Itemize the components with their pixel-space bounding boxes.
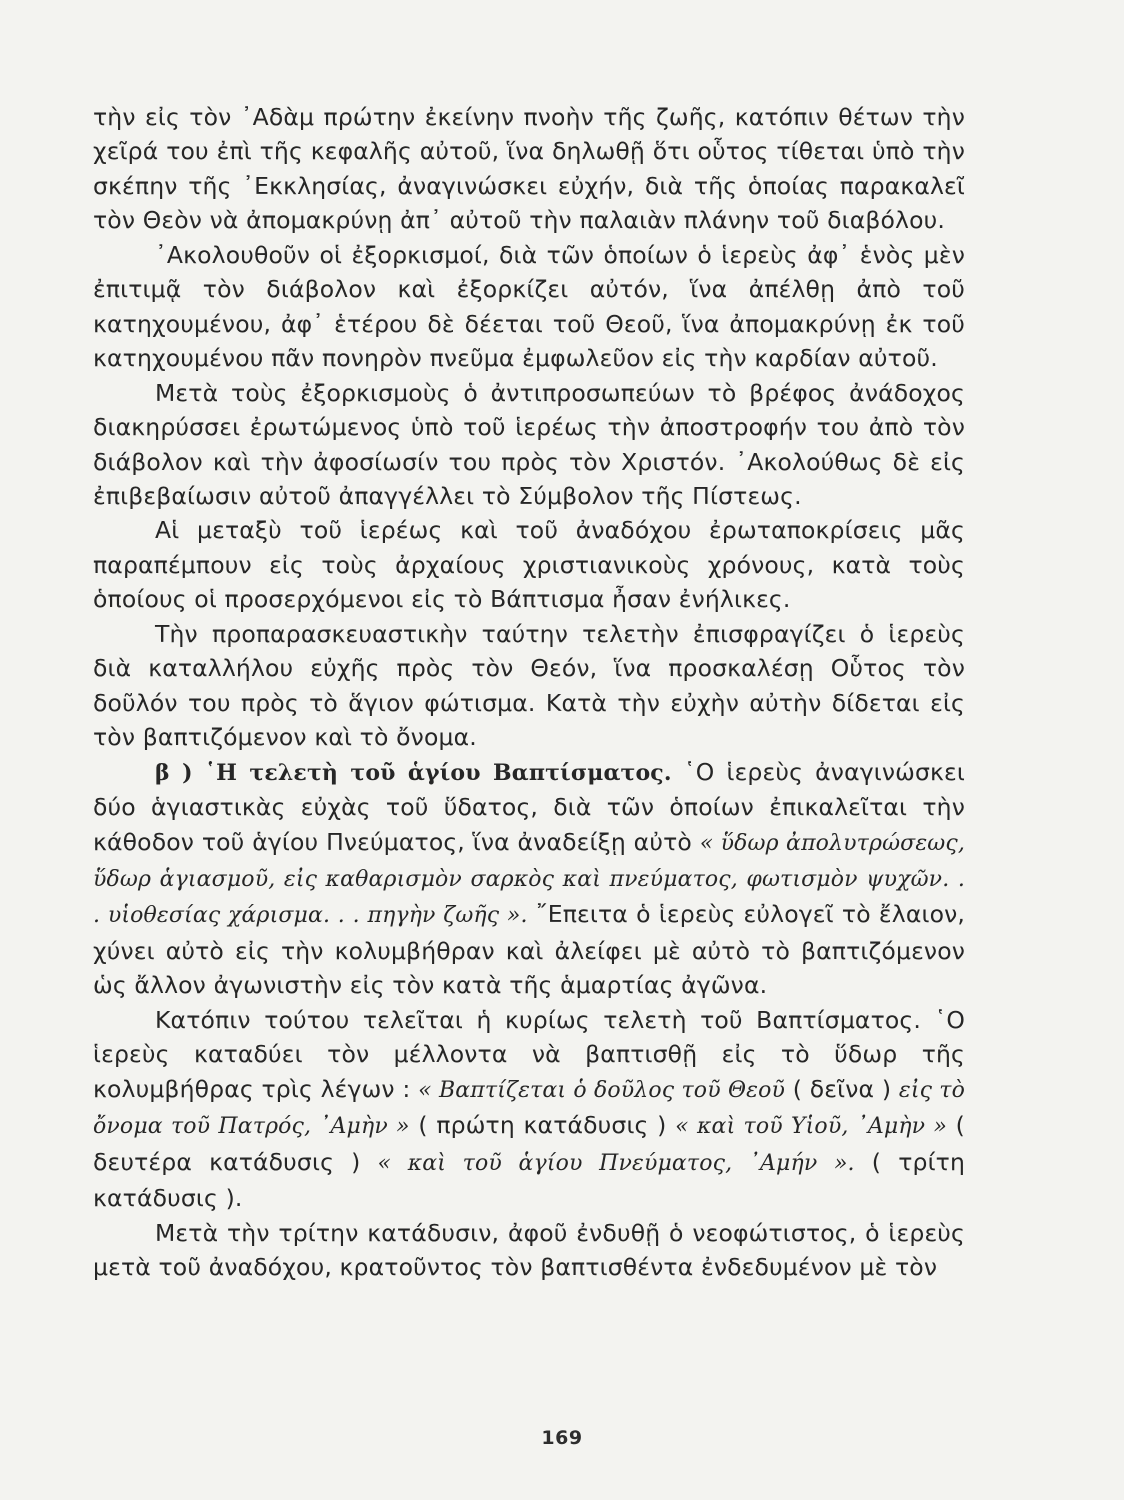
paragraph-7-text-c: ( πρώτη κατάδυσις ) bbox=[409, 1111, 676, 1140]
paragraph-7-text-b: ( δεῖνα ) bbox=[785, 1074, 899, 1103]
page-number: 169 bbox=[541, 1427, 583, 1449]
paragraph-6-quote: « ὕδωρ ἀπολυτρώσεως, ὕδωρ ἁγιασμοῦ, εἰς καθαρισμὸν σαρκὸς καὶ πνεύματος, φωτισμὸν ψυχῶν. . . υἱοθεσίας χάρισμα. . . πηγὴν ζωῆς ». bbox=[93, 830, 966, 929]
paragraph-4: Αἱ μεταξὺ τοῦ ἱερέως καὶ τοῦ ἀναδόχου ἐρωταποκρίσεις μᾶς παραπέμπουν εἰς τοὺς ἀρχαίους χριστιανικοὺς χρόνους, κατὰ τοὺς ὁποίους οἱ προσερχόμενοι εἰς τὸ Βάπτισμα ἦσαν ἐνήλικες. bbox=[93, 516, 965, 614]
paragraph-7-quote-3: « καὶ τοῦ Υἱοῦ, ᾿Αμὴν » bbox=[675, 1114, 947, 1140]
paragraph-6-text-b: ῎Επειτα ὁ ἱερεὺς εὐλογεῖ τὸ ἔλαιον, χύνει αὐτὸ εἰς τὴν κολυμβήθραν καὶ ἀλείφει μὲ αὐτὸ τὸ βαπτιζόμενον ὡς ἄλλον ἀγωνιστὴν εἰς τὸν κατὰ τῆς ἁμαρτίας ἀγῶνα. bbox=[93, 900, 965, 1000]
paragraph-8: Μετὰ τὴν τρίτην κατάδυσιν, ἀφοῦ ἐνδυθῇ ὁ νεοφώτιστος, ὁ ἱερεὺς μετὰ τοῦ ἀναδόχου, κρατοῦντος τὸν βαπτισθέντα ἐνδεδυμένον μὲ τὸν bbox=[93, 1218, 965, 1281]
page-body-text bbox=[93, 100, 965, 1284]
paragraph-7-quote-4: « καὶ τοῦ ἁγίου Πνεύματος, ᾿Αμήν ». bbox=[377, 1150, 855, 1176]
paragraph-6-text-a: ῾Ο ἱερεὺς ἀναγινώσκει δύο ἁγιαστικὰς εὐχὰς τοῦ ὕδατος, διὰ τῶν ὁποίων ἐπικαλεῖται τὴν κάθοδον τοῦ ἁγίου Πνεύματος, ἵνα ἀναδείξῃ αὐτὸ bbox=[93, 757, 965, 856]
paragraph-7 bbox=[93, 1003, 965, 1216]
paragraph-7-text-a: Κατόπιν τούτου τελεῖται ἡ κυρίως τελετὴ τοῦ Βαπτίσματος. ῾Ο ἱερεὺς καταδύει τὸν μέλλοντα νὰ βαπτισθῇ εἰς τὸ ὕδωρ τῆς κολυμβήθρας τρὶς λέγων : bbox=[93, 1005, 965, 1103]
paragraph-7-text-d: ( δευτέρα κατάδυσις ) bbox=[93, 1111, 965, 1176]
paragraph-3: Μετὰ τοὺς ἐξορκισμοὺς ὁ ἀντιπροσωπεύων τὸ βρέφος ἀνάδοχος διακηρύσσει ἐρωτώμενος ὑπὸ τοῦ ἱερέως τὴν ἀποστροφήν του ἀπὸ τὸν διάβολον καὶ τὴν ἀφοσίωσίν του πρὸς τὸν Χριστόν. ᾿Ακολούθως δὲ εἰς ἐπιβεβαίωσιν αὐτοῦ ἀπαγγέλλει τὸ Σύμβολον τῆς Πίστεως. bbox=[93, 378, 965, 510]
paragraph-1: τὴν εἰς τὸν ᾿Αδὰμ πρώτην ἐκείνην πνοὴν τῆς ζωῆς, κατόπιν θέτων τὴν χεῖρά του ἐπὶ τῆς κεφαλῆς αὐτοῦ, ἵνα δηλωθῇ ὅτι οὗτος τίθεται ὑπὸ τὴν σκέπην τῆς ᾿Εκκλησίας, ἀναγινώσκει εὐχήν, διὰ τῆς ὁποίας παρακαλεῖ τὸν Θεὸν νὰ ἀπομακρύνῃ ἀπ᾿ αὐτοῦ τὴν παλαιὰν πλάνην τοῦ διαβόλου. bbox=[93, 103, 965, 235]
paragraph-7-quote-2: εἰς τὸ ὄνομα τοῦ Πατρός, ᾿Αμὴν » bbox=[93, 1077, 965, 1140]
paragraph-5: Τὴν προπαρασκευαστικὴν ταύτην τελετὴν ἐπισφραγίζει ὁ ἱερεὺς διὰ καταλλήλου εὐχῆς πρὸς τὸν Θεόν, ἵνα προσκαλέσῃ Οὗτος τὸν δοῦλόν του πρὸς τὸ ἅγιον φώτισμα. Κατὰ τὴν εὐχὴν αὐτὴν δίδεται εἰς τὸν βαπτιζόμενον καὶ τὸ ὄνομα. bbox=[93, 619, 965, 752]
paragraph-7-text-e: ( τρίτη κατάδυσις ). bbox=[93, 1147, 966, 1213]
paragraph-2: ᾿Ακολουθοῦν οἱ ἐξορκισμοί, διὰ τῶν ὁποίων ὁ ἱερεὺς ἀφ᾿ ἑνὸς μὲν ἐπιτιμᾷ τὸν διάβολον καὶ ἐξορκίζει αὐτόν, ἵνα ἀπέλθῃ ἀπὸ τοῦ κατηχουμένου, ἀφ᾿ ἑτέρου δὲ δέεται τοῦ Θεοῦ, ἵνα ἀπομακρύνῃ ἐκ τοῦ κατηχουμένου πᾶν πονηρὸν πνεῦμα ἐμφωλεῦον εἰς τὴν καρδίαν αὐτοῦ. bbox=[93, 240, 965, 373]
section-heading-baptism: β ) ῾Η τελετὴ τοῦ ἁγίου Βαπτίσματος. bbox=[155, 759, 672, 786]
paragraph-7-quote-1: « Βαπτίζεται ὁ δοῦλος τοῦ Θεοῦ bbox=[418, 1077, 786, 1103]
paragraph-6 bbox=[93, 755, 965, 1003]
